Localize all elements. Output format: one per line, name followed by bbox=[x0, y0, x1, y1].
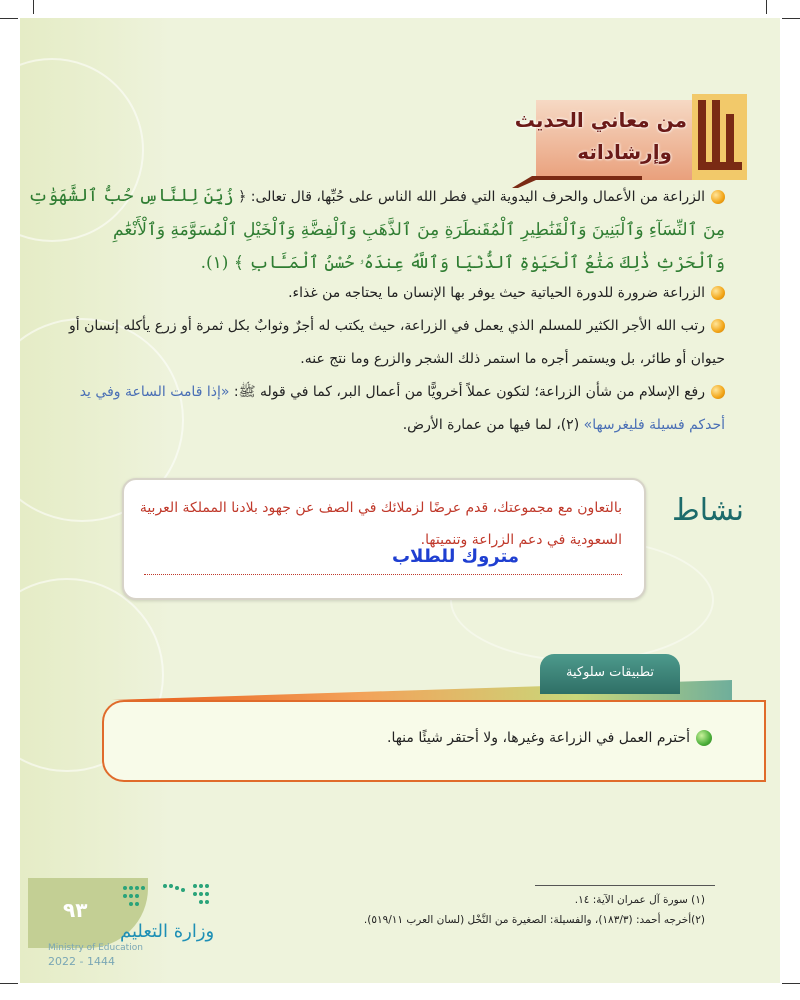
hadith-text: «إذا قامت الساعة وفي يد bbox=[79, 384, 230, 400]
answer-line bbox=[144, 574, 622, 575]
behavior-tab: تطبيقات سلوكية bbox=[540, 654, 680, 694]
quran-verse: وَٱلْحَرْثِ ذَٰلِكَ مَتَٰعُ ٱلْحَيَوٰةِ ٱلدُّنْيَا وَٱللَّهُ عِندَهُۥ حُسْنُ ٱلْمَـَٔابِ ﴾ (١). bbox=[200, 253, 725, 273]
activity-box bbox=[122, 478, 646, 600]
ministry-name-ar: وزارة التعليم bbox=[120, 921, 215, 942]
activity-label: نشاط bbox=[672, 493, 744, 528]
textbook-page bbox=[20, 18, 780, 983]
crop-mark bbox=[33, 0, 34, 14]
activity-answer: متروك للطلاب bbox=[391, 546, 519, 567]
bullet-text: رتب الله الأجر الكثير للمسلم الذي يعمل في الزراعة، حيث يكتب له أجرٌ وثوابٌ بكل ثمرة أو زرع يأكله إنسان أو bbox=[68, 318, 705, 334]
bullet-icon bbox=[711, 286, 725, 300]
bullet-text: الزراعة ضرورة للدورة الحياتية حيث يوفر بها الإنسان ما يحتاجه من غذاء. bbox=[288, 285, 705, 301]
section-title-banner bbox=[512, 80, 747, 190]
list-item bbox=[76, 376, 725, 442]
ministry-logo-icon bbox=[115, 880, 215, 912]
activity-line: بالتعاون مع مجموعتك، قدم عرضًا لزملائك في الصف عن جهود بلادنا المملكة العربية bbox=[139, 500, 622, 516]
activity-line: السعودية في دعم الزراعة وتنميتها. bbox=[420, 532, 622, 548]
footnote-divider bbox=[535, 885, 715, 886]
crop-mark bbox=[0, 18, 18, 19]
crop-mark bbox=[0, 983, 18, 984]
footnote: (١) سورة آل عمران الآية: ١٤. bbox=[574, 894, 705, 906]
crop-mark bbox=[782, 18, 800, 19]
bullet-text: رفع الإسلام من شأن الزراعة؛ لتكون عملاً أخرويًّا من أعمال البر، كما في قوله ﷺ: bbox=[229, 384, 705, 400]
bullet-text: الزراعة من الأعمال والحرف اليدوية التي فطر الله الناس على حُبِّها، قال تعالى: ﴿ bbox=[238, 189, 705, 205]
bullet-icon bbox=[711, 385, 725, 399]
calligraphy-ornament-icon bbox=[692, 94, 747, 180]
quran-verse: زُيِّنَ لِلنَّاسِ حُبُّ ٱلشَّهَوَٰتِ bbox=[28, 186, 234, 206]
ministry-name-en: Ministry of Education bbox=[48, 943, 143, 953]
footnote: (٢)أخرجه أحمد: (١٨٣/٣)، والفسيلة: الصغيرة من النَّخْل (لسان العرب ٥١٩/١١). bbox=[363, 914, 705, 926]
bullet-icon bbox=[711, 319, 725, 333]
edition-year: 2022 - 1444 bbox=[48, 955, 115, 968]
section-title: من معاني الحديث bbox=[514, 108, 687, 132]
list-item bbox=[76, 277, 725, 310]
crop-mark bbox=[766, 0, 767, 14]
behavior-text: أحترم العمل في الزراعة وغيرها، ولا أحتقر شيئًا منها. bbox=[387, 730, 690, 746]
bullet-icon bbox=[711, 190, 725, 204]
activity-instructions bbox=[139, 492, 622, 556]
behavior-item bbox=[387, 730, 712, 746]
hadith-text: أحدكم فسيلة فليغرسها» bbox=[583, 417, 725, 433]
bullet-icon bbox=[696, 730, 712, 746]
behavior-box bbox=[102, 700, 766, 782]
page-number: ٩٣ bbox=[63, 898, 88, 922]
bullet-text: (٢)، لما فيها من عمارة الأرض. bbox=[402, 417, 584, 433]
section-subtitle: وإرشاداته bbox=[577, 140, 672, 164]
quran-verse: مِنَ ٱلنِّسَآءِ وَٱلْبَنِينَ وَٱلْقَنَٰطِيرِ ٱلْمُقَنطَرَةِ مِنَ ٱلذَّهَبِ وَٱلْفِضَّةِ وَٱلْخَيْلِ ٱلْمُسَوَّمَةِ وَٱلْأَنْعَٰمِ bbox=[113, 220, 725, 240]
bullet-text: حيوان أو طائر، بل ويستمر أجره ما استمر ذلك الشجر والزرع وما نتج عنه. bbox=[300, 351, 725, 367]
list-item bbox=[68, 310, 725, 376]
list-item bbox=[28, 180, 725, 280]
crop-mark bbox=[782, 983, 800, 984]
